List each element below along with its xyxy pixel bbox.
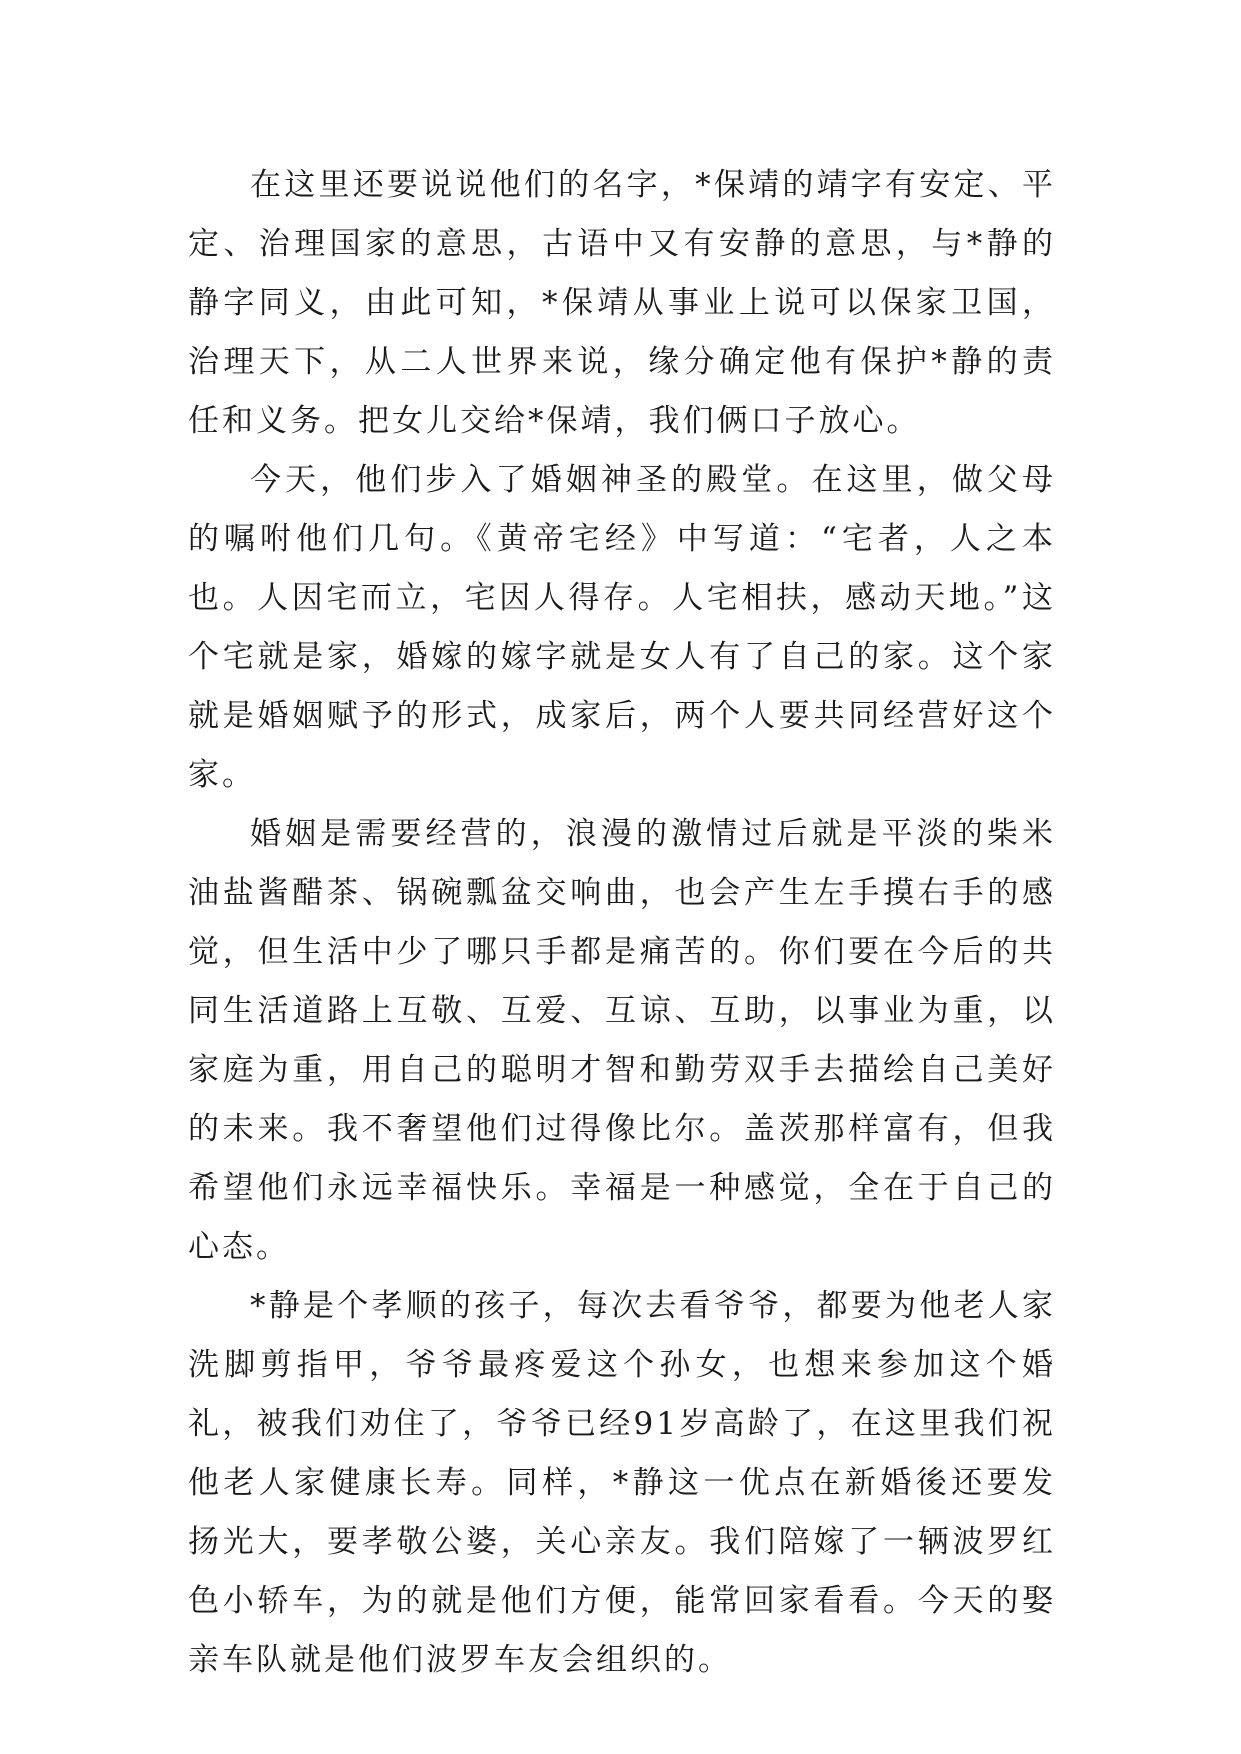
paragraph-name-meaning: 在这里还要说说他们的名字，*保靖的靖字有安定、平定、治理国家的意思，古语中又有安静的意思，与*静的静字同义，由此可知，*保靖从事业上说可以保家卫国，治理天下，从二人世界来说，缘分确定他有保护*静的责任和义务。把女儿交给*保靖，我们俩口子放心。 <box>188 167 1056 439</box>
document-body <box>188 156 1056 1690</box>
paragraph-managing-marriage: 婚姻是需要经营的，浪漫的激情过后就是平淡的柴米油盐酱醋茶、锅碗瓢盆交响曲，也会产生左手摸右手的感觉，但生活中少了哪只手都是痛苦的。你们要在今后的共同生活道路上互敬、互爱、互谅、互助，以事业为重，以家庭为重，用自己的聪明才智和勤劳双手去描绘自己美好的未来。我不奢望他们过得像比尔。盖茨那样富有，但我希望他们永远幸福快乐。幸福是一种感觉，全在于自己的心态。 <box>188 816 1056 1265</box>
paragraph-marriage-hall: 今天，他们步入了婚姻神圣的殿堂。在这里，做父母的嘱咐他们几句。《黄帝宅经》中写道：“宅者，人之本也。人因宅而立，宅因人得存。人宅相扶，感动天地。”这个宅就是家，婚嫁的嫁字就是女人有了自己的家。这个家就是婚姻赋予的形式，成家后，两个人要共同经营好这个家。 <box>188 462 1056 793</box>
paragraph-filial-daughter: *静是个孝顺的孩子，每次去看爷爷，都要为他老人家洗脚剪指甲，爷爷最疼爱这个孙女，也想来参加这个婚礼，被我们劝住了，爷爷已经91岁高龄了，在这里我们祝他老人家健康长寿。同样，*静这一优点在新婚後还要发扬光大，要孝敬公婆，关心亲友。我们陪嫁了一辆波罗红色小轿车，为的就是他们方便，能常回家看看。今天的娶亲车队就是他们波罗车友会组织的。 <box>188 1288 1056 1678</box>
